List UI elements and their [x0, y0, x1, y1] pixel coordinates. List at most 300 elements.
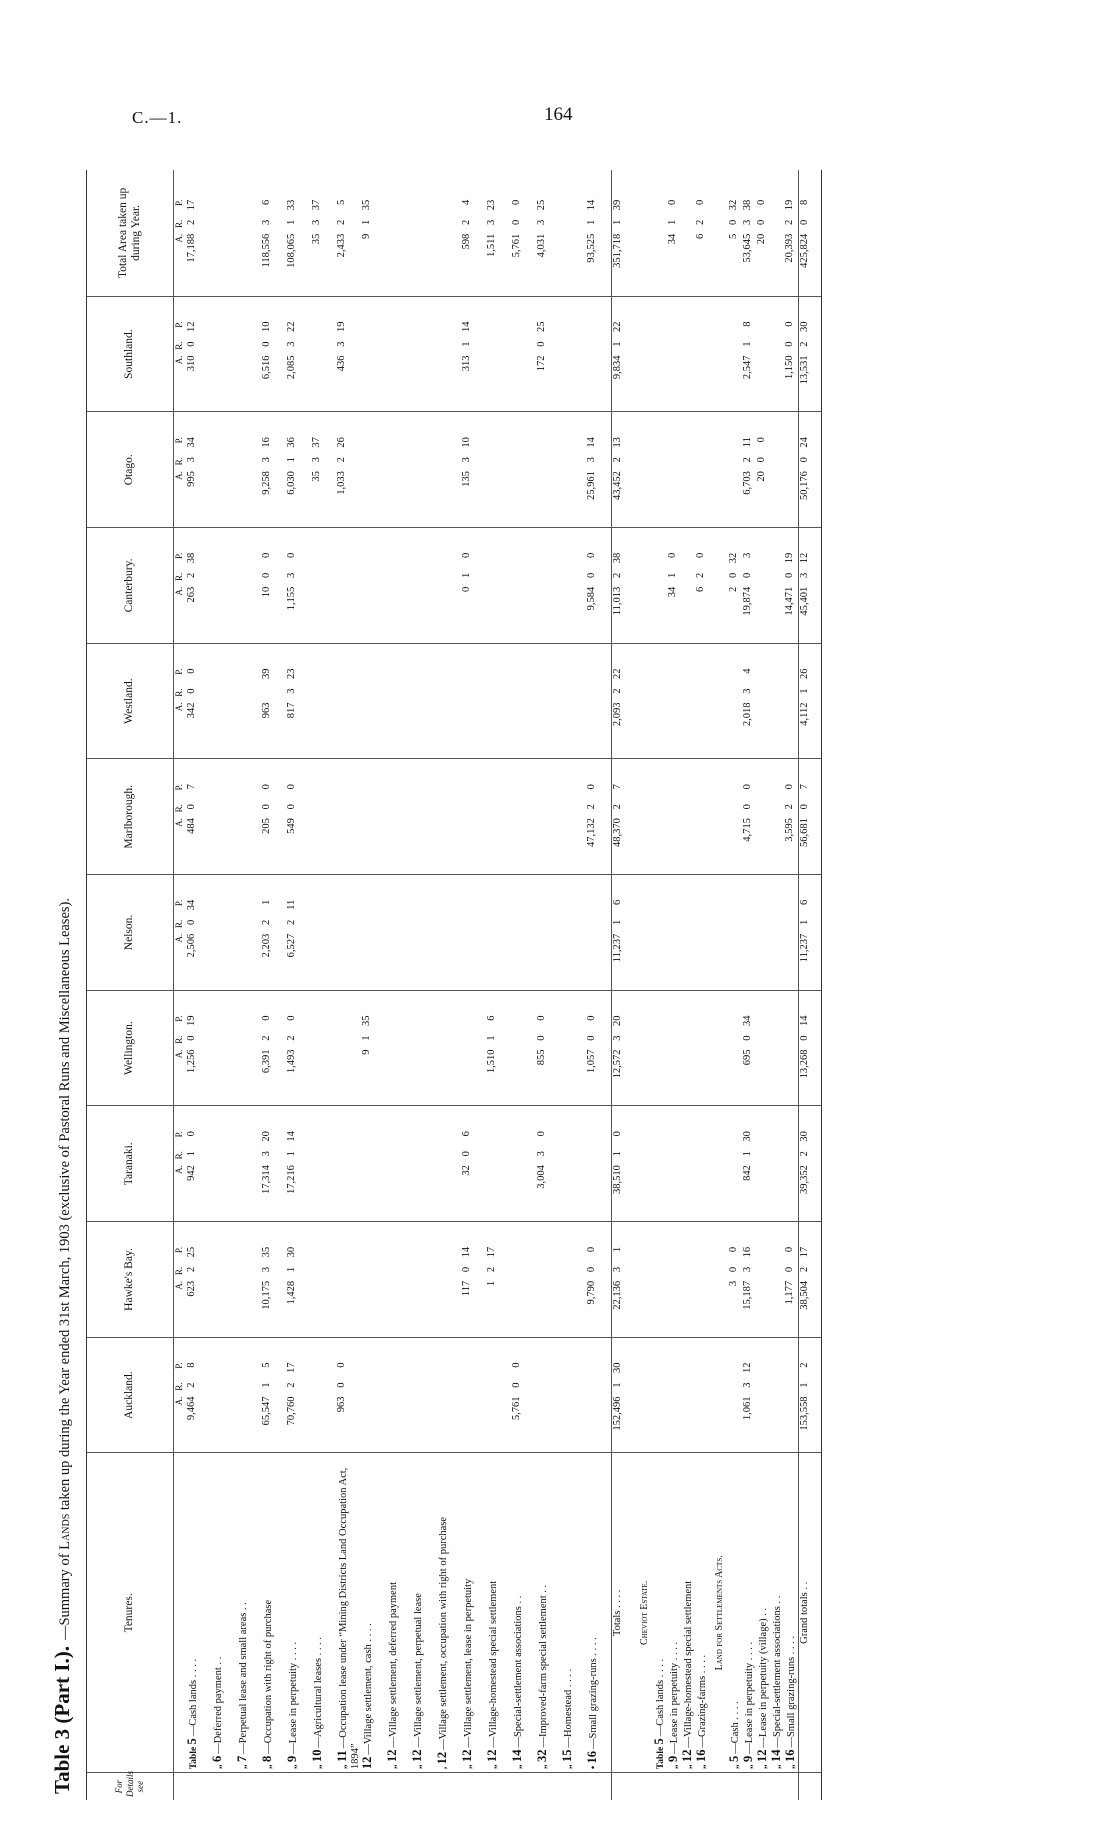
acres-value: 15,187	[741, 1280, 753, 1310]
perches-value: 6	[261, 199, 272, 206]
region-area-cell	[511, 1106, 536, 1222]
table-row	[211, 170, 236, 1800]
perches-value: 0	[261, 552, 272, 559]
roods-value: 1	[186, 1151, 197, 1157]
acres-value: 2,093	[612, 702, 623, 727]
col-header-region: Westland.	[87, 643, 174, 759]
tenure-text: —Deferred payment . .	[213, 1656, 224, 1754]
table-body	[186, 170, 821, 1800]
table-detail-number: 9	[285, 1755, 299, 1763]
region-area-cell	[411, 296, 436, 412]
region-area-cell	[742, 643, 756, 759]
total-area-cell	[653, 170, 667, 296]
table-ref: „	[758, 1762, 769, 1770]
total-area-cell	[667, 170, 681, 296]
region-area-cell	[336, 990, 361, 1106]
roods-value: 3	[536, 1151, 547, 1157]
total-area-cell	[770, 170, 784, 296]
region-area-cell	[756, 1337, 770, 1453]
region-area-cell	[667, 759, 681, 875]
details-reference	[653, 1773, 667, 1800]
page-number: 164	[544, 104, 573, 125]
region-area-cell	[742, 412, 756, 528]
unit-label: R.	[174, 457, 184, 466]
unit-label: R.	[174, 1382, 184, 1391]
table-row	[336, 170, 361, 1800]
tenure-label	[261, 1453, 286, 1773]
tenure-label	[536, 1453, 561, 1773]
region-area-cell	[561, 990, 586, 1106]
roods-value: 0	[783, 341, 795, 347]
region-area-cell	[667, 296, 681, 412]
perches-value: 0	[336, 1362, 347, 1368]
region-area-cell	[211, 296, 236, 412]
acres-value: 70,760	[286, 1396, 297, 1426]
perches-value: 30	[286, 1246, 297, 1258]
region-area-cell	[784, 1106, 798, 1222]
acres-value: 6,516	[261, 355, 272, 380]
region-area-cell	[612, 412, 635, 528]
tenure-label	[667, 1453, 681, 1773]
perches-value: 6	[461, 1131, 472, 1137]
tenure-text: —Agricultural leases . . . .	[313, 1637, 324, 1748]
region-area-cell	[286, 1106, 311, 1222]
region-area-cell	[186, 875, 211, 991]
title-lands: Lands	[57, 1513, 73, 1550]
acres-value: 313	[461, 355, 472, 372]
region-area-cell	[286, 643, 311, 759]
region-area-cell	[695, 643, 709, 759]
acres-value: 1,510	[486, 1049, 497, 1074]
roods-value: 0	[586, 572, 597, 579]
region-area-cell	[461, 1222, 486, 1338]
acres-value: 32	[461, 1165, 472, 1176]
total-area-cell	[561, 170, 586, 296]
region-area-cell	[798, 759, 821, 875]
region-area-cell	[361, 1337, 386, 1453]
roods-value: 1	[461, 341, 472, 347]
acres-value: 20	[755, 233, 767, 245]
unit-label: P.	[174, 199, 184, 207]
perches-value: 23	[486, 199, 497, 211]
perches-value: 0	[261, 784, 272, 790]
table-detail-number: 10	[310, 1749, 324, 1763]
tenure-label	[798, 1453, 821, 1773]
region-area-cell	[486, 1106, 511, 1222]
region-area-cell	[461, 412, 486, 528]
acres-value: 20	[755, 471, 767, 482]
total-area-cell	[728, 170, 742, 296]
region-area-cell	[211, 875, 236, 991]
acres-value: 38,510	[612, 1165, 623, 1195]
roods-value: 0	[536, 1035, 547, 1041]
table-ref: „	[669, 1762, 680, 1770]
region-area-cell	[261, 875, 286, 991]
region-area-cell	[612, 643, 635, 759]
perches-value: 0	[586, 784, 597, 790]
perches-value: 20	[261, 1131, 272, 1142]
tenure-text: Grand totals . .	[798, 1581, 810, 1644]
region-area-cell	[681, 412, 695, 528]
region-area-cell	[681, 1106, 695, 1222]
region-area-cell	[653, 990, 667, 1106]
roods-value: 0	[261, 804, 272, 810]
region-area-cell	[681, 528, 695, 644]
region-area-cell	[798, 296, 821, 412]
region-area-cell	[798, 1337, 821, 1453]
acres-value: 17,216	[286, 1165, 297, 1195]
table-detail-number: 12	[435, 1751, 449, 1765]
region-area-cell	[784, 643, 798, 759]
tenure-label	[653, 1453, 667, 1773]
roods-value: 1	[612, 1151, 623, 1157]
region-area-cell	[486, 643, 511, 759]
roods-value: 1	[798, 688, 810, 694]
acres-value: 2,085	[286, 355, 297, 380]
total-area-cell	[336, 170, 361, 296]
units-row	[174, 170, 187, 1800]
perches-value: 4	[461, 199, 472, 206]
roods-value: 2	[586, 804, 597, 810]
tenure-text: —Village settlement, lease in perpetuity	[463, 1578, 474, 1748]
table-ref: „	[264, 1762, 274, 1770]
roods-value: 0	[798, 457, 810, 463]
acres-value: 695	[741, 1049, 753, 1066]
region-area-cell	[461, 1106, 486, 1222]
region-area-cell	[211, 528, 236, 644]
table-ref: Table	[656, 1744, 666, 1770]
acres-value: 9	[361, 1049, 372, 1055]
region-area-cell	[186, 1337, 211, 1453]
region-area-cell	[386, 1106, 411, 1222]
total-area-cell	[261, 170, 286, 296]
total-area-cell	[411, 170, 436, 296]
region-area-cell	[770, 1106, 784, 1222]
acres-value: 6,391	[261, 1049, 272, 1074]
total-area-cell	[798, 170, 821, 296]
region-area-cell	[461, 990, 486, 1106]
region-area-cell	[770, 759, 784, 875]
table-ref: „	[414, 1762, 424, 1770]
region-area-cell	[784, 990, 798, 1106]
perches-value: 12	[186, 321, 197, 332]
region-area-cell	[461, 759, 486, 875]
perches-value: 0	[694, 552, 706, 559]
tenure-label	[756, 1453, 770, 1773]
region-area-cell	[561, 875, 586, 991]
table-row	[511, 170, 536, 1800]
region-area-cell	[386, 1337, 411, 1453]
details-reference	[536, 1773, 561, 1800]
region-area-cell	[186, 296, 211, 412]
total-area-cell	[211, 170, 236, 296]
tenure-label	[770, 1453, 784, 1773]
region-area-cell	[361, 412, 386, 528]
col-header-region: Auckland.	[87, 1337, 174, 1453]
table-detail-number: 12	[360, 1756, 374, 1770]
roods-value: 0	[261, 341, 272, 347]
region-area-cell	[586, 1106, 612, 1222]
perches-value: 0	[511, 199, 522, 206]
details-reference	[511, 1773, 536, 1800]
tenure-label	[728, 1453, 742, 1773]
region-area-cell	[612, 1106, 635, 1222]
region-area-cell	[667, 875, 681, 991]
perches-value: 2	[798, 1362, 810, 1368]
tenure-label	[511, 1453, 536, 1773]
perches-value: 32	[727, 552, 739, 564]
perches-value: 26	[336, 437, 347, 448]
region-area-cell	[286, 759, 311, 875]
region-area-cell	[561, 296, 586, 412]
acres-value: 623	[186, 1280, 197, 1297]
acres-value: 1,033	[336, 471, 347, 495]
region-area-cell	[756, 990, 770, 1106]
region-area-cell	[311, 990, 336, 1106]
region-area-cell	[756, 643, 770, 759]
table-ref: „	[489, 1762, 499, 1770]
acres-value: 11,237	[612, 933, 623, 963]
unit-label: R.	[174, 1151, 184, 1160]
unit-label: R.	[174, 341, 184, 350]
acres-value: 45,401	[798, 586, 810, 616]
region-area-cell	[653, 1222, 667, 1338]
region-area-cell	[461, 528, 486, 644]
region-area-cell	[756, 528, 770, 644]
table-ref: „	[772, 1762, 783, 1770]
table-row	[286, 170, 311, 1800]
total-area-cell	[386, 170, 411, 296]
roods-value: 0	[536, 341, 547, 347]
roods-value: 3	[461, 457, 472, 463]
region-area-cell	[612, 296, 635, 412]
unit-label: A.	[174, 233, 184, 243]
tenure-label	[784, 1453, 798, 1773]
region-area-cell	[784, 528, 798, 644]
roods-value: 2	[798, 1266, 810, 1273]
region-area-cell	[653, 1337, 667, 1453]
table-detail-number: 16	[693, 1749, 708, 1763]
region-area-cell	[286, 1222, 311, 1338]
table-row	[561, 170, 586, 1800]
roods-value: 1	[612, 341, 623, 347]
table-row	[653, 170, 667, 1800]
perches-value: 19	[186, 1015, 197, 1026]
perches-value: 0	[666, 199, 678, 206]
roods-value: 2	[798, 1151, 810, 1157]
region-area-cell	[261, 1222, 286, 1338]
details-reference	[286, 1773, 311, 1800]
perches-value: 37	[311, 437, 322, 448]
region-area-cell	[695, 990, 709, 1106]
region-area-cell	[536, 875, 561, 991]
col-header-tenures: Tenures.	[87, 1453, 174, 1773]
acres-value: 855	[536, 1049, 547, 1066]
roods-value: 0	[798, 219, 810, 226]
roods-value: 2	[783, 804, 795, 810]
roods-value: 3	[612, 1266, 623, 1273]
region-area-cell	[211, 1222, 236, 1338]
region-area-cell	[667, 643, 681, 759]
tenure-label	[361, 1453, 386, 1773]
region-area-cell	[461, 296, 486, 412]
roods-value: 3	[486, 219, 497, 226]
roods-value: 3	[741, 1266, 753, 1273]
units-header	[174, 875, 187, 991]
perches-value: 7	[612, 784, 623, 790]
acres-value: 53,645	[741, 233, 753, 263]
perches-value: 3	[741, 552, 753, 559]
roods-value: 2	[783, 219, 795, 226]
perches-value: 25	[186, 1246, 197, 1258]
tenure-text: Totals . . . .	[612, 1589, 623, 1637]
region-area-cell	[561, 1222, 586, 1338]
perches-value: 6	[486, 1015, 497, 1021]
roods-value: 1	[286, 1151, 297, 1157]
roods-value: 2	[186, 219, 197, 226]
roods-value: 1	[361, 219, 372, 226]
perches-value: 0	[586, 1015, 597, 1021]
units-header	[174, 170, 187, 296]
units-header	[174, 1106, 187, 1222]
unit-label: A.	[174, 1280, 184, 1290]
perches-value: 35	[361, 1015, 372, 1026]
roods-value: 0	[186, 804, 197, 810]
table-detail-number: 16	[782, 1749, 797, 1763]
table-detail-number: 12	[485, 1749, 499, 1763]
region-area-cell	[728, 643, 742, 759]
region-area-cell	[667, 412, 681, 528]
region-area-cell	[536, 1106, 561, 1222]
roods-value: 0	[586, 1035, 597, 1041]
acres-value: 9,258	[261, 471, 272, 495]
region-area-cell	[311, 875, 336, 991]
table-row	[742, 170, 756, 1800]
perches-value: 5	[336, 199, 347, 206]
table-ref: „	[697, 1762, 708, 1770]
table-detail-number: 11	[335, 1750, 349, 1763]
roods-value: 3	[536, 219, 547, 226]
perches-value: 5	[261, 1362, 272, 1368]
region-area-cell	[186, 643, 211, 759]
region-area-cell	[386, 643, 411, 759]
table-detail-number: 12	[410, 1749, 424, 1763]
acres-value: 50,176	[798, 471, 810, 500]
perches-value: 0	[186, 668, 197, 674]
acres-value: 1,256	[186, 1049, 197, 1074]
region-area-cell	[798, 412, 821, 528]
perches-value: 14	[586, 199, 597, 211]
acres-value: 65,547	[261, 1396, 272, 1426]
region-area-cell	[770, 1337, 784, 1453]
perches-value: 0	[612, 1131, 623, 1137]
region-area-cell	[436, 528, 461, 644]
perches-value: 0	[755, 199, 767, 206]
region-area-cell	[236, 1222, 261, 1338]
region-area-cell	[798, 643, 821, 759]
region-area-cell	[798, 990, 821, 1106]
perches-value: 12	[798, 552, 810, 564]
table-detail-number: 12	[754, 1749, 769, 1763]
region-area-cell	[411, 875, 436, 991]
region-area-cell	[586, 412, 612, 528]
col-header-region: Canterbury.	[87, 528, 174, 644]
table-ref: „	[464, 1762, 474, 1770]
roods-value: 1	[666, 219, 678, 226]
roods-value: 2	[461, 219, 472, 226]
region-area-cell	[236, 296, 261, 412]
perches-value: 1	[612, 1246, 623, 1253]
region-area-cell	[411, 759, 436, 875]
roods-value: 2	[286, 1035, 297, 1041]
details-reference	[411, 1773, 436, 1800]
perches-value: 0	[461, 552, 472, 559]
perches-value: 7	[186, 784, 197, 790]
acres-value: 9,584	[586, 586, 597, 611]
region-area-cell	[695, 1337, 709, 1453]
perches-value: 16	[261, 437, 272, 448]
region-area-cell	[667, 1337, 681, 1453]
table-row	[486, 170, 511, 1800]
details-reference	[461, 1773, 486, 1800]
roods-value: 0	[511, 1382, 522, 1388]
details-reference	[336, 1773, 361, 1800]
roods-value: 3	[261, 219, 272, 226]
region-area-cell	[728, 296, 742, 412]
region-area-cell	[667, 528, 681, 644]
perches-value: 39	[261, 668, 272, 679]
region-area-cell	[311, 1337, 336, 1453]
acres-value: 11,013	[612, 586, 623, 616]
unit-label: A.	[174, 471, 184, 480]
region-area-cell	[336, 296, 361, 412]
region-area-cell	[511, 296, 536, 412]
region-area-cell	[461, 1337, 486, 1453]
total-area-cell	[695, 170, 709, 296]
perches-value: 0	[511, 1362, 522, 1368]
total-area-cell	[742, 170, 756, 296]
tenure-text: —Homestead . . . .	[563, 1668, 574, 1748]
roods-value: 0	[798, 1035, 810, 1041]
region-area-cell	[742, 1337, 756, 1453]
region-area-cell	[695, 1106, 709, 1222]
table-detail-number: 15	[560, 1749, 574, 1763]
acres-value: 2,018	[741, 702, 753, 727]
tenure-text: —Village settlement, deferred payment	[388, 1581, 399, 1748]
region-area-cell	[186, 528, 211, 644]
details-reference	[667, 1773, 681, 1800]
unit-label: P.	[174, 899, 184, 907]
details-reference	[756, 1773, 770, 1800]
acres-value: 425,824	[798, 233, 810, 268]
acres-value: 13,268	[798, 1049, 810, 1079]
perches-value: 0	[536, 1015, 547, 1021]
roods-value: 3	[586, 457, 597, 463]
region-area-cell	[770, 412, 784, 528]
table-ref: „	[730, 1762, 741, 1770]
region-area-cell	[261, 1106, 286, 1222]
roods-value: 1	[612, 219, 623, 226]
roods-value: 1	[741, 341, 753, 347]
table-ref: „	[214, 1762, 224, 1770]
acres-value: 93,525	[586, 233, 597, 263]
acres-value: 1,511	[486, 233, 497, 258]
unit-label: A.	[174, 1165, 184, 1174]
region-area-cell	[336, 1222, 361, 1338]
region-area-cell	[561, 528, 586, 644]
region-area-cell	[236, 412, 261, 528]
details-reference	[612, 1773, 635, 1800]
